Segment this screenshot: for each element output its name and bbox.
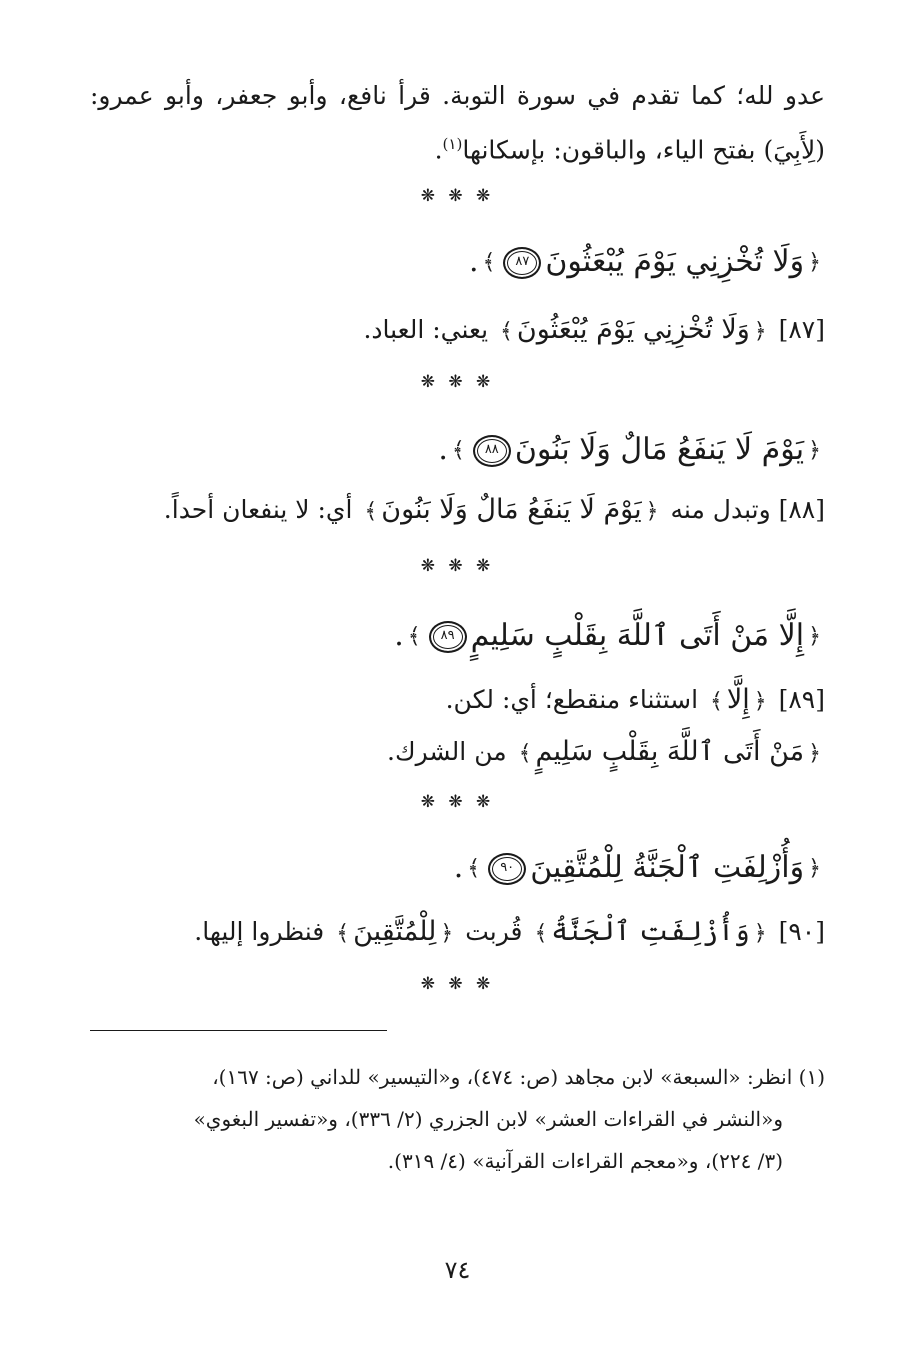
ornate-bracket-close-icon: ﴾	[518, 740, 532, 766]
ornate-bracket-close-icon: ﴾	[482, 250, 496, 275]
intro-line-2	[90, 126, 825, 168]
commentary-text: من الشرك.	[387, 737, 507, 766]
intro-text-1: عدو لله؛ كما تقدم في سورة التوبة. قرأ نافع، وأبو جعفر، وأبو عمرو:	[90, 81, 825, 110]
footnote-reference: (١)	[442, 135, 463, 153]
verse-reference: [٨٧]	[778, 315, 825, 344]
section-separator: ❋ ❋ ❋	[420, 186, 495, 206]
quoted-verse: مَنْ أَتَى ٱللَّهَ بِقَلْبٍ سَلِيمٍ	[535, 736, 805, 767]
verse-text: وَأُزْلِفَتِ ٱلْجَنَّةُ لِلْمُتَّقِينَ	[530, 850, 805, 885]
ornate-bracket-open-icon: ﴿	[440, 920, 454, 946]
ayah-number-marker: ٩٠	[488, 853, 526, 885]
ornate-bracket-open-icon: ﴿	[753, 318, 767, 344]
section-separator: ❋ ❋ ❋	[420, 974, 495, 994]
verse-reference: [٨٨]	[778, 495, 825, 524]
ornate-bracket-open-icon: ﴿	[808, 624, 821, 649]
section-separator: ❋ ❋ ❋	[420, 792, 495, 812]
verse-87	[90, 240, 825, 285]
footnote-text-2: و«النشر في القراءات العشر» لابن الجزري (٢/ ٣٣٦)، و«تفسير البغوي»	[193, 1107, 783, 1131]
commentary-middle: قُربت	[465, 917, 523, 946]
section-separator: ❋ ❋ ❋	[420, 372, 495, 392]
verse-text: يَوْمَ لَا يَنفَعُ مَالٌ وَلَا بَنُونَ	[514, 432, 805, 467]
ornate-bracket-open-icon: ﴿	[808, 740, 821, 766]
intro-text-2: (لِأَبِيَ) بفتح الياء، والباقون: بإسكانها	[462, 135, 825, 165]
book-page	[90, 62, 825, 1370]
verse-reference: [٩٠]	[778, 917, 825, 946]
commentary-text: أي: لا ينفعان أحداً.	[163, 495, 353, 524]
commentary-text: يعني: العباد.	[363, 315, 489, 344]
intro-line-1	[90, 78, 825, 114]
verse-period: .	[438, 432, 448, 467]
footnote-divider	[90, 1030, 387, 1031]
commentary-89-a	[90, 682, 825, 720]
commentary-text: استثناء منقطع؛ أي: لكن.	[445, 685, 699, 714]
verse-90	[90, 846, 825, 891]
ayah-number-marker: ٨٧	[503, 247, 541, 279]
footnote-line-2	[90, 1104, 783, 1134]
verse-88	[90, 428, 825, 473]
verse-text: وَلَا تُخْزِنِي يَوْمَ يُبْعَثُونَ	[545, 244, 805, 279]
commentary-prefix: وتبدل منه	[670, 495, 771, 524]
ornate-bracket-open-icon: ﴿	[753, 688, 767, 714]
verse-reference: [٨٩]	[778, 685, 825, 714]
commentary-90	[90, 914, 825, 952]
ornate-bracket-close-icon: ﴾	[336, 920, 350, 946]
commentary-89-b	[90, 734, 825, 772]
ayah-number-marker: ٨٨	[473, 435, 511, 467]
ornate-bracket-close-icon: ﴾	[534, 920, 548, 946]
quoted-verse: وَأُزْلِفَتِ ٱلْجَنَّةُ	[551, 916, 750, 947]
ornate-bracket-open-icon: ﴿	[808, 250, 821, 275]
footnote-number: (١)	[798, 1065, 825, 1089]
verse-period: .	[394, 618, 404, 653]
commentary-88	[78, 492, 825, 530]
footnote-text-1: انظر: «السبعة» لابن مجاهد (ص: ٤٧٤)، و«التيسير» للداني (ص: ١٦٧)،	[212, 1065, 793, 1089]
intro-period: .	[434, 135, 443, 165]
verse-89	[90, 614, 825, 659]
commentary-text: فنظروا إليها.	[194, 917, 325, 946]
ornate-bracket-close-icon: ﴾	[500, 318, 513, 344]
ornate-bracket-close-icon: ﴾	[709, 688, 723, 714]
quoted-verse-2: لِلْمُتَّقِينَ	[353, 916, 437, 947]
ornate-bracket-close-icon: ﴾	[467, 856, 481, 881]
ayah-number-marker: ٨٩	[429, 621, 467, 653]
section-separator: ❋ ❋ ❋	[420, 556, 495, 576]
ornate-bracket-open-icon: ﴿	[645, 498, 659, 524]
ornate-bracket-close-icon: ﴾	[451, 438, 465, 463]
ornate-bracket-close-icon: ﴾	[407, 624, 421, 649]
quoted-verse: يَوْمَ لَا يَنفَعُ مَالٌ وَلَا بَنُونَ	[381, 494, 642, 525]
verse-period: .	[453, 850, 464, 885]
ornate-bracket-open-icon: ﴿	[808, 438, 821, 463]
page-number: ٧٤	[444, 1256, 471, 1284]
footnote-line-1	[90, 1062, 825, 1092]
footnote-text-3: (٣/ ٢٢٤)، و«معجم القراءات القرآنية» (٤/ ٣١٩).	[387, 1149, 783, 1173]
quoted-verse: وَلَا تُخْزِنِي يَوْمَ يُبْعَثُونَ	[516, 314, 750, 345]
verse-period: .	[468, 244, 479, 279]
ornate-bracket-close-icon: ﴾	[364, 498, 378, 524]
commentary-87	[90, 312, 825, 350]
footnote-line-3	[90, 1146, 783, 1176]
ornate-bracket-open-icon: ﴿	[808, 856, 821, 881]
verse-text: إِلَّا مَنْ أَتَى ٱللَّهَ بِقَلْبٍ سَلِيمٍ	[470, 618, 805, 653]
ornate-bracket-open-icon: ﴿	[753, 920, 767, 946]
quoted-verse: إِلَّا	[726, 684, 750, 715]
